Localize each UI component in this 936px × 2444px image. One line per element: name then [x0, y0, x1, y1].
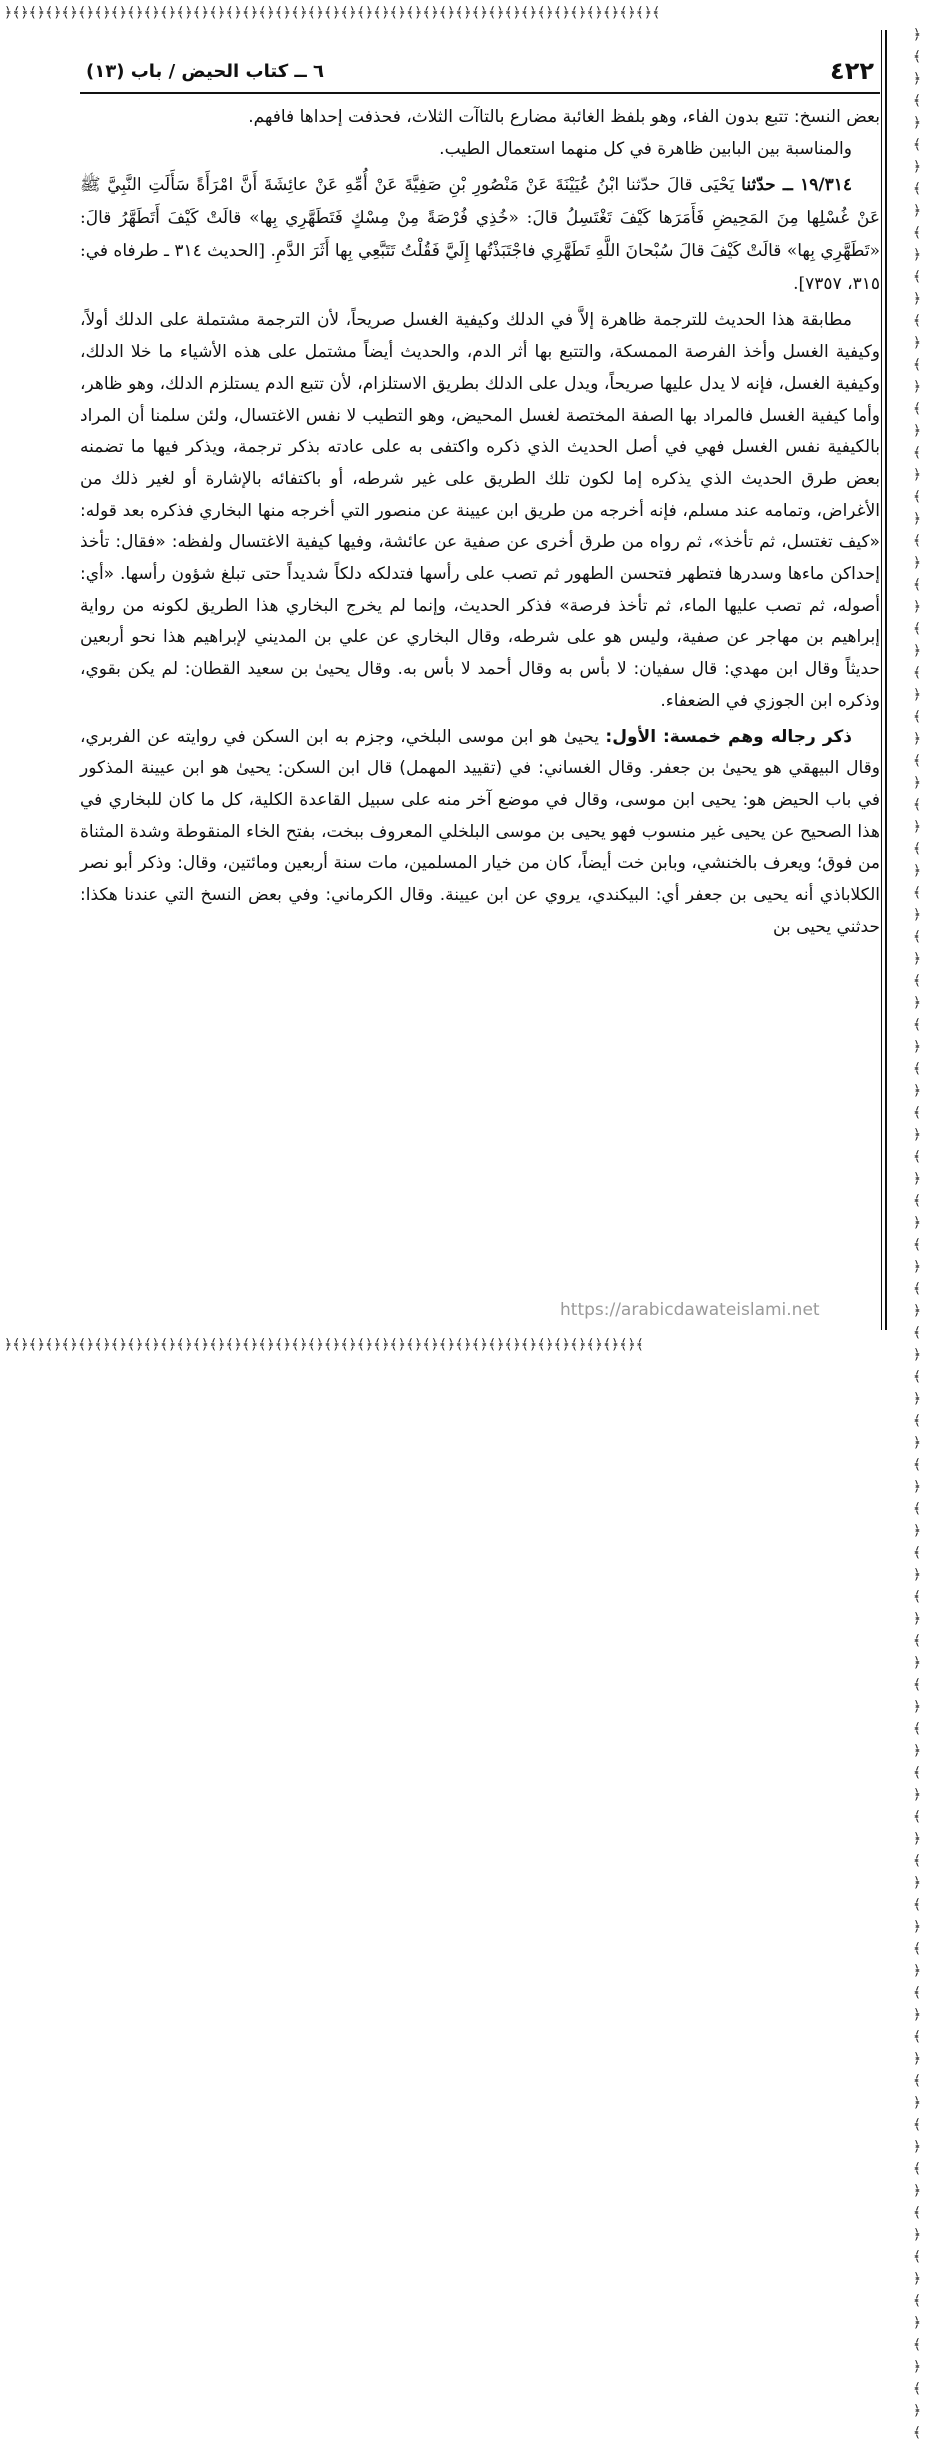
page-number: ٤٢٢ [830, 57, 874, 85]
paragraph-commentary: مطابقة هذا الحديث للترجمة ظاهرة إلاَّ في الدلك وكيفية الغسل صريحاً، لأن الترجمة مشتملة على الدلك أولاً، وكيفية الغسل وأخذ الفرصة الممسكة، والتتبع بها أثر الدم، والحديث أيضاً مشتمل على هذه الأشياء ما خلا الدلك، وكيفية الغسل، فإنه لا يدل عليها صريحاً، ويدل على الدلك بطريق الاستلزام، لأن تتبع الدم يستلزم الدلك، وهو ظاهر، وأما كيفية الغسل فالمراد بها الصفة المختصة لغسل المحيض، وهو التطيب لا نفس الاغتسال، ولئن سلمنا أن المراد بالكيفية نفس الغسل فهي في أصل الحديث الذي ذكره واكتفى به على عادته بذكر ترجمة، ويذكر فيها ما تضمنه بعض طرق الحديث الذي يذكره إما لكون تلك الطريق على غير شرطه، أو باكتفائه بالإشارة أو لغير ذلك من الأغراض، وتمامه عند مسلم، فإنه أخرجه من طريق ابن عيينة عن منصور التي أخرجه منها البخاري فذكره بعد قوله: «كيف تغتسل، ثم تأخذ»، ثم رواه من طرق أخرى عن صفية عن عائشة، وفيها كيفية الاغتسال ولفظه: «فقال: تأخذ إحداكن ماءها وسدرها فتطهر فتحسن الطهور ثم تصب على رأسها فتدلكه دلكاً شديداً حتى تبلغ شؤون رأسها. «أي: أصوله، ثم تصب عليها الماء، ثم تأخذ فرصة» فذكر الحديث، وإنما لم يخرج البخاري هذا الطريق لكونه من رواية إبراهيم بن مهاجر عن صفية، وليس هو على شرطه، وقال البخاري عن علي بن المديني لإبراهيم هذا نحو أربعين حديثاً وقال ابن مهدي: قال سفيان: لا بأس به وقال أحمد لا بأس به. وقال يحيىٰ بن سعيد القطان: لم يكن بقوي، وذكره ابن الجوزي في الضعفاء. [80, 310, 880, 711]
decorative-border-right: ﴿ ﴾ ﴿ ﴾ ﴿ ﴾ ﴿ ﴾ ﴿ ﴾ ﴿ ﴾ ﴿ ﴾ ﴿ ﴾ ﴿ ﴾ ﴿ ﴾ ﴿ ﴾ ﴿ ﴾ ﴿ ﴾ ﴿ ﴾ ﴿ ﴾ ﴿ ﴾ ﴿ ﴾ ﴿ ﴾ ﴿ ﴾ ﴿ ﴾ ﴿ ﴾ ﴿ ﴾ ﴿ ﴾ ﴿ ﴾ ﴿ ﴾ ﴿ ﴾ ﴿ ﴾ ﴿ ﴾ ﴿ ﴾ ﴿ ﴾ ﴿ ﴾ ﴿ ﴾ ﴿ ﴾ ﴿ ﴾ ﴿ ﴾ ﴿ ﴾ ﴿ ﴾ ﴿ ﴾ ﴿ ﴾ ﴿ ﴾ ﴿ ﴾ ﴿ ﴾ ﴿ ﴾ ﴿ ﴾ ﴿ ﴾ ﴿ ﴾ ﴿ ﴾ ﴿ ﴾ ﴿ ﴾ ﴿ ﴾ ﴿ ﴾ ﴿ ﴾ ﴿ ﴾ ﴿ ﴾ ﴿ ﴾ [912, 27, 922, 2441]
watermark-url: https://arabicdawateislami.net [560, 1300, 820, 1320]
paragraph-relation: والمناسبة بين البابين ظاهرة في كل منهما استعمال الطيب. [439, 138, 852, 159]
page-header [80, 54, 880, 90]
paragraph-narrators [80, 722, 880, 944]
hadith-paragraph [80, 169, 880, 301]
narrators-heading: ذكر رجاله وهم خمسة: الأول: [605, 726, 853, 747]
decorative-border-top: ﴿﴾﴿﴾﴿﴾﴿﴾﴿﴾﴿﴾﴿﴾﴿﴾﴿﴾﴿﴾﴿﴾﴿﴾﴿﴾﴿﴾﴿﴾﴿﴾﴿﴾﴿﴾﴿﴾﴿﴾﴿﴾﴿﴾﴿﴾﴿﴾﴿﴾﴿﴾﴿﴾﴿﴾﴿﴾﴿﴾﴿﴾﴿﴾﴿﴾﴿﴾﴿﴾﴿﴾﴿﴾﴿﴾﴿﴾﴿﴾ [4, 5, 661, 21]
hadith-label: ١٩/٣١٤ ــ حدّثنا [741, 175, 852, 196]
running-title: ٦ ــ كتاب الحيض / باب (١٣) [86, 61, 324, 82]
decorative-border-bottom: ﴿﴾﴿﴾﴿﴾﴿﴾﴿﴾﴿﴾﴿﴾﴿﴾﴿﴾﴿﴾﴿﴾﴿﴾﴿﴾﴿﴾﴿﴾﴿﴾﴿﴾﴿﴾﴿﴾﴿﴾﴿﴾﴿﴾﴿﴾﴿﴾﴿﴾﴿﴾﴿﴾﴿﴾﴿﴾﴿﴾﴿﴾﴿﴾﴿﴾﴿﴾﴿﴾﴿﴾﴿﴾﴿﴾﴿﴾ [4, 1337, 644, 1353]
header-divider [80, 92, 880, 94]
narrators-text: يحيىٰ هو ابن موسى البلخي، وجزم به ابن السكن في روايته عن الفربري، وقال البيهقي هو يحيىٰ بن جعفر. وقال الغساني: في (تقييد المهمل) قال ابن السكن: يحيىٰ هو ابن عيينة المذكور في باب الحيض هو: يحيى ابن موسى، وقال في موضع آخر منه على سبيل القاعدة الكلية، كل ما كان للبخاري في هذا الصحيح عن يحيى غير منسوب فهو يحيى بن موسى البلخلي المعروف ببخت، بفتح الخاء المنقوطة وشدة المثناة من فوق؛ ويعرف بالخنشي، وبابن خت أيضاً، كان من خيار المسلمين، مات سنة أربعين ومائتين، وقال: وذكر أبو نصر الكلاباذي أنه يحيى بن جعفر أي: البيكندي، يروي عن ابن عيينة. وقال الكرماني: وفي بعض النسخ التي عندنا هكذا: حدثني يحيى بن [80, 726, 880, 937]
hadith-text: يَحْيَى قالَ حدّثنا ابْنُ عُيَيْنَةَ عَنْ مَنْصُورِ بْنِ صَفِيَّةَ عَنْ أُمِّهِ عَنْ عائِشَةَ أَنَّ امْرَأَةً سَأَلَتِ النَّبِيَّ ﷺ عَنْ غُسْلِها مِنَ المَحِيضِ فَأَمَرَها كَيْفَ تَغْتَسِلُ قالَ: «خُذِي فُرْصَةً مِنْ مِسْكٍ فَتَطَهَّرِي بِها» قالَتْ كَيْفَ أَتَطَهَّرُ قالَ: «تَطَهَّرِي بِها» قالَتْ كَيْفَ قالَ سُبْحانَ اللَّهِ تَطَهَّرِي فاجْتَبَذْتُها إِلَيَّ فَقُلْتُ تَتَبَّعِي بِها أَثَرَ الدَّمِ. [الحديث ٣١٤ ـ طرفاه في: ٣١٥، ٧٣٥٧]. [80, 175, 880, 295]
main-text [80, 102, 880, 943]
paragraph-note: بعض النسخ: تتبع بدون الفاء، وهو بلفظ الغائبة مضارع بالتاآت الثلاث، فحذفت إحداها فافهم. [248, 107, 880, 127]
